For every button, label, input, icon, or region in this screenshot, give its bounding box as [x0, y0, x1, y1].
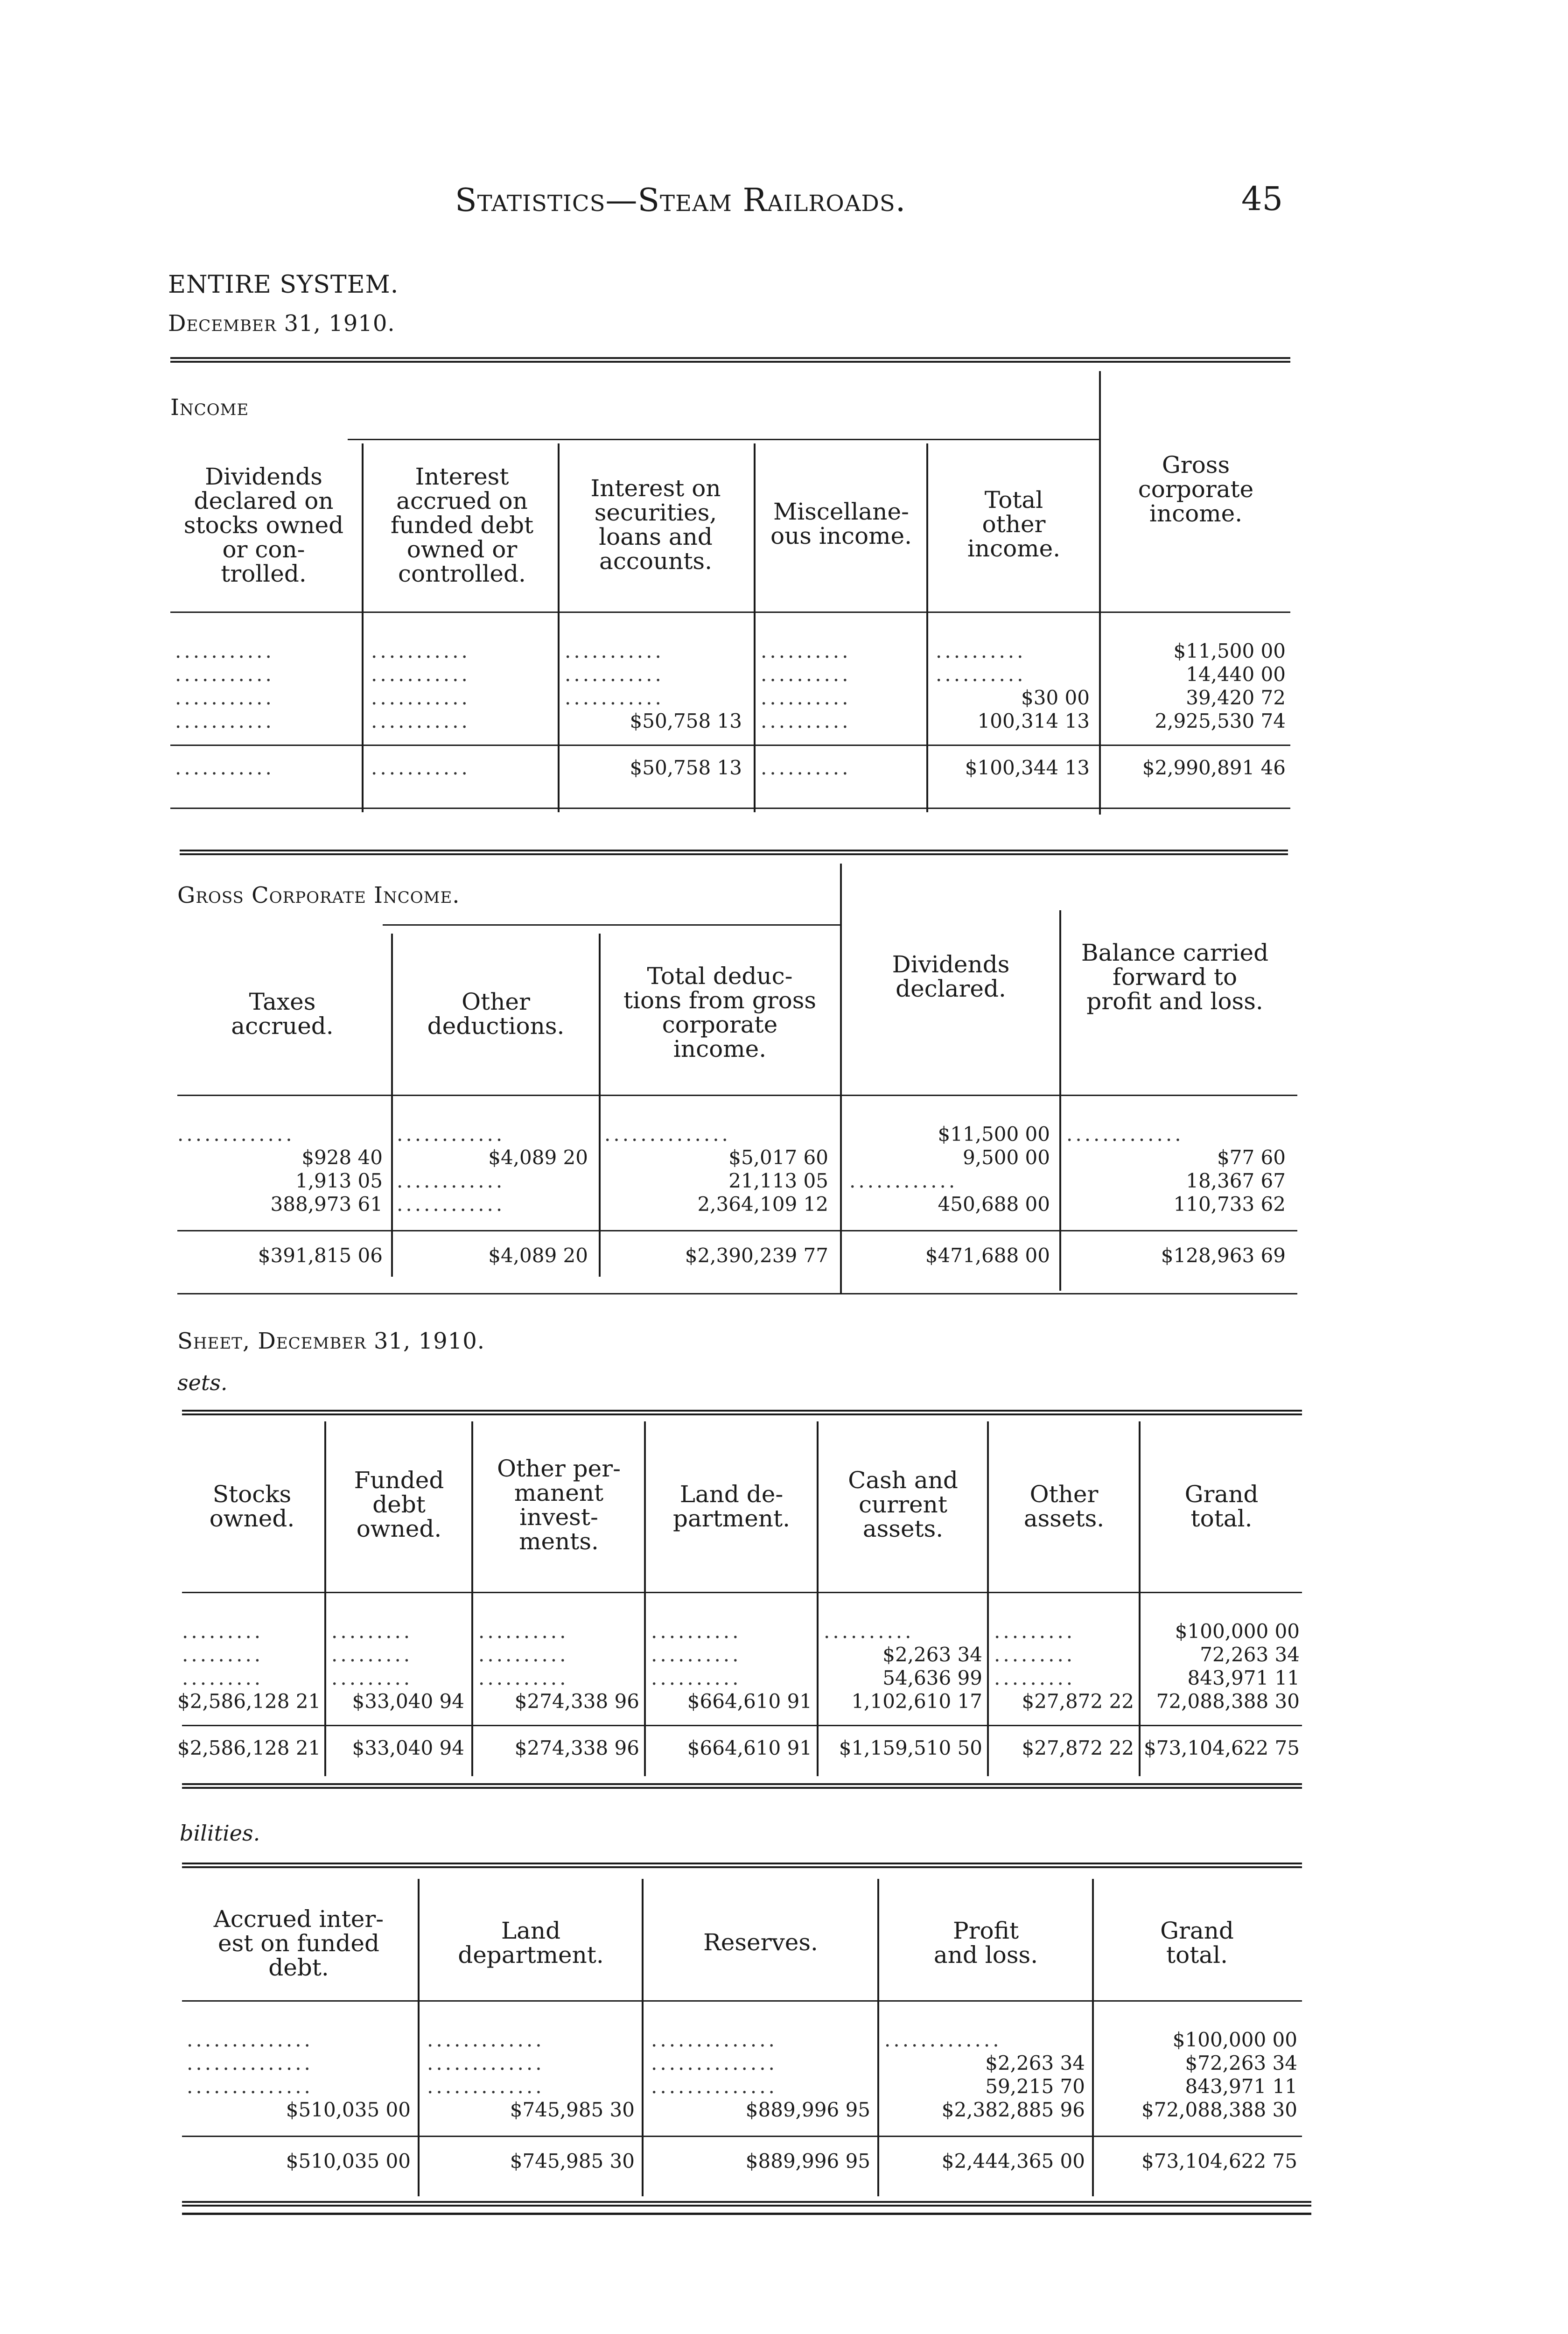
income-header-misc: Miscellane- ous income.: [770, 498, 912, 549]
gci-taxes-values: $928 40 1,913 05 388,973 61: [270, 1146, 383, 1216]
income-total-rule: [170, 745, 1290, 746]
gci-other-deductions-values: $4,089 20: [488, 1146, 588, 1169]
liabilities-bottom-rule: [182, 2201, 1311, 2207]
assets-divider: [987, 1421, 989, 1776]
gci-taxes-total: $391,815 06: [258, 1244, 383, 1267]
gci-header-balance: Balance carried forward to profit and loss.: [1081, 939, 1269, 1015]
assets-dot-leader: ..........: [824, 1620, 914, 1643]
liabilities-reserves-total: $889,996 95: [745, 2150, 870, 2172]
liabilities-bottom-rule: [182, 2213, 1311, 2215]
income-interest-securities-values: $50,758 13: [630, 710, 742, 732]
liabilities-top-rule: [182, 1863, 1302, 1868]
gci-dot-leader: .............: [1066, 1123, 1184, 1146]
income-dot-leader: .......... ..........: [936, 640, 1026, 686]
assets-header-other-permanent: Other per- manent invest- ments.: [497, 1455, 621, 1555]
assets-dot-leader: ......... ......... .........: [182, 1620, 264, 1689]
gci-total-rule: [177, 1230, 1297, 1231]
gci-header-total-deductions: Total deduc- tions from gross corporate income.: [623, 963, 817, 1062]
income-dot-leader: ...........: [175, 756, 274, 779]
assets-label: sets.: [177, 1370, 228, 1395]
liabilities-land-values: $745,985 30: [510, 2098, 635, 2121]
assets-grand-total-values: $100,000 00 72,263 34 843,971 11 72,088,388 30: [1156, 1620, 1300, 1713]
liabilities-accrued-values: $510,035 00: [286, 2098, 411, 2121]
liabilities-dot-leader: .............: [884, 2028, 1002, 2051]
gci-dot-leader: ............ ............: [397, 1169, 505, 1216]
assets-header-stocks: Stocks owned.: [209, 1481, 295, 1532]
liabilities-divider: [418, 1879, 420, 2196]
assets-dot-leader: ......... ......... .........: [331, 1620, 413, 1689]
assets-other-total: $27,872 22: [1022, 1736, 1134, 1759]
liabilities-header-rule: [182, 2000, 1302, 2002]
gci-total-deductions-values: $5,017 60 21,113 05 2,364,109 12: [697, 1146, 828, 1216]
assets-dot-leader: .......... .......... ..........: [651, 1620, 742, 1689]
assets-funded-debt-total: $33,040 94: [352, 1736, 464, 1759]
assets-header-other: Other assets.: [1023, 1481, 1105, 1532]
liabilities-profit-loss-values: $2,263 34 59,215 70 $2,382,885 96: [941, 2052, 1085, 2121]
liabilities-dot-leader: ............. ............. .............: [427, 2028, 545, 2098]
assets-other-permanent-total: $274,338 96: [514, 1736, 639, 1759]
assets-stocks-values: $2,586,128 21: [177, 1690, 321, 1713]
income-header-gross: Gross corporate income.: [1138, 451, 1254, 527]
liabilities-dot-leader: .............. .............. ..............: [651, 2028, 777, 2098]
gci-header-other-deductions: Other deductions.: [427, 988, 565, 1040]
assets-divider: [817, 1421, 819, 1776]
gci-dividends-values: $11,500 00 9,500 00 450,688 00: [938, 1123, 1050, 1216]
income-dot-leader: ...........: [371, 756, 470, 779]
liabilities-grand-total-values: $100,000 00 $72,263 34 843,971 11 $72,088,388 30: [1141, 2028, 1297, 2121]
assets-stocks-total: $2,586,128 21: [177, 1736, 321, 1759]
system-label: ENTIRE SYSTEM.: [168, 271, 399, 299]
income-header-total-other: Total other income.: [967, 486, 1061, 562]
liabilities-header-grand-total: Grand total.: [1160, 1917, 1234, 1968]
assets-divider: [644, 1421, 646, 1776]
running-head: Statistics—Steam Railroads.: [455, 182, 906, 219]
income-section-label: Income: [170, 394, 249, 421]
assets-divider: [324, 1421, 326, 1776]
liabilities-divider: [877, 1879, 879, 2196]
income-dot-leader: ........... ........... ........... ...........: [371, 640, 470, 732]
assets-header-land: Land de- partment.: [672, 1481, 790, 1532]
gci-total-deductions-total: $2,390,239 77: [685, 1244, 828, 1267]
assets-dot-leader: .......... .......... ..........: [478, 1620, 569, 1689]
income-divider: [362, 443, 364, 812]
assets-header-cash: Cash and current assets.: [848, 1467, 958, 1542]
income-header-dividends: Dividends declared on stocks owned or con- trolled.: [183, 463, 344, 587]
liabilities-label: bilities.: [180, 1821, 260, 1846]
assets-cash-values: $2,263 34 54,636 99 1,102,610 17: [851, 1643, 982, 1713]
gci-section-label: Gross Corporate Income.: [177, 882, 460, 908]
income-dot-leader: ..........: [761, 756, 851, 779]
gci-divider: [599, 934, 601, 1277]
assets-header-rule: [182, 1592, 1302, 1593]
income-header-interest-funded: Interest accrued on funded debt owned or controlled.: [390, 463, 534, 587]
liabilities-dot-leader: .............. .............. ..............: [187, 2028, 313, 2098]
income-top-rule: [170, 357, 1290, 363]
assets-other-values: $27,872 22: [1022, 1690, 1134, 1713]
liabilities-header-profit-loss: Profit and loss.: [933, 1917, 1038, 1968]
assets-top-rule: [182, 1410, 1302, 1415]
gci-bottom-rule: [177, 1293, 1297, 1294]
gci-divider: [840, 864, 842, 1293]
income-dot-leader: .......... .......... .......... ..........: [761, 640, 851, 732]
income-subhead-rule: [348, 439, 1099, 440]
income-header-interest-securities: Interest on securities, loans and accounts.: [590, 475, 721, 575]
gci-dot-leader: ............: [849, 1169, 958, 1192]
page-number: 45: [1241, 180, 1283, 218]
assets-total-rule: [182, 1725, 1302, 1726]
assets-bottom-rule: [182, 1783, 1302, 1789]
liabilities-total-rule: [182, 2136, 1302, 2137]
liabilities-divider: [1092, 1879, 1094, 2196]
assets-divider: [471, 1421, 473, 1776]
income-total-other-values: $30 00 100,314 13: [977, 686, 1090, 732]
income-gross-values: $11,500 00 14,440 00 39,420 72 2,925,530 74: [1155, 640, 1286, 732]
assets-header-funded-debt: Funded debt owned.: [354, 1467, 444, 1542]
liabilities-reserves-values: $889,996 95: [745, 2098, 870, 2121]
assets-other-permanent-values: $274,338 96: [514, 1690, 639, 1713]
income-dot-leader: ........... ........... ...........: [565, 640, 664, 709]
gci-header-dividends: Dividends declared.: [892, 951, 1010, 1002]
liabilities-divider: [642, 1879, 644, 2196]
income-total-other-total: $100,344 13: [965, 756, 1090, 779]
income-gross-total: $2,990,891 46: [1142, 756, 1286, 779]
gci-dot-leader: ............: [397, 1123, 505, 1146]
liabilities-header-reserves: Reserves.: [703, 1929, 818, 1956]
gci-dot-leader: ..............: [604, 1123, 731, 1146]
income-divider: [558, 443, 560, 812]
gci-header-taxes: Taxes accrued.: [231, 988, 334, 1040]
gci-divider: [391, 934, 393, 1277]
gci-dot-leader: .............: [177, 1123, 295, 1146]
liabilities-land-total: $745,985 30: [510, 2150, 635, 2172]
liabilities-accrued-total: $510,035 00: [286, 2150, 411, 2172]
income-header-rule: [170, 612, 1290, 613]
gci-subhead-rule: [383, 924, 840, 926]
date-label: December 31, 1910.: [168, 310, 395, 337]
gci-balance-total: $128,963 69: [1161, 1244, 1286, 1267]
assets-land-total: $664,610 91: [687, 1736, 812, 1759]
assets-funded-debt-values: $33,040 94: [352, 1690, 464, 1713]
income-divider: [1099, 371, 1101, 815]
income-bottom-rule: [170, 808, 1290, 809]
liabilities-grand-total-total: $73,104,622 75: [1141, 2150, 1297, 2172]
gci-other-deductions-total: $4,089 20: [488, 1244, 588, 1267]
assets-header-grand-total: Grand total.: [1184, 1481, 1259, 1532]
gci-balance-values: $77 60 18,367 67 110,733 62: [1173, 1146, 1286, 1216]
assets-dot-leader: ......... ......... .........: [994, 1620, 1076, 1689]
gci-divider: [1059, 910, 1061, 1291]
assets-divider: [1139, 1421, 1141, 1776]
income-interest-securities-total: $50,758 13: [630, 756, 742, 779]
liabilities-header-land: Land department.: [458, 1917, 604, 1968]
liabilities-header-accrued-interest: Accrued inter- est on funded debt.: [213, 1905, 384, 1981]
gci-top-rule: [180, 850, 1288, 855]
liabilities-profit-loss-total: $2,444,365 00: [941, 2150, 1085, 2172]
assets-land-values: $664,610 91: [687, 1690, 812, 1713]
assets-grand-total-total: $73,104,622 75: [1144, 1736, 1300, 1759]
assets-cash-total: $1,159,510 50: [839, 1736, 982, 1759]
income-divider: [926, 443, 928, 812]
income-divider: [754, 443, 756, 812]
gci-dividends-total: $471,688 00: [925, 1244, 1050, 1267]
gci-header-rule: [177, 1095, 1297, 1096]
balance-sheet-title: Sheet, December 31, 1910.: [177, 1328, 485, 1354]
income-dot-leader: ........... ........... ........... ...........: [175, 640, 274, 732]
